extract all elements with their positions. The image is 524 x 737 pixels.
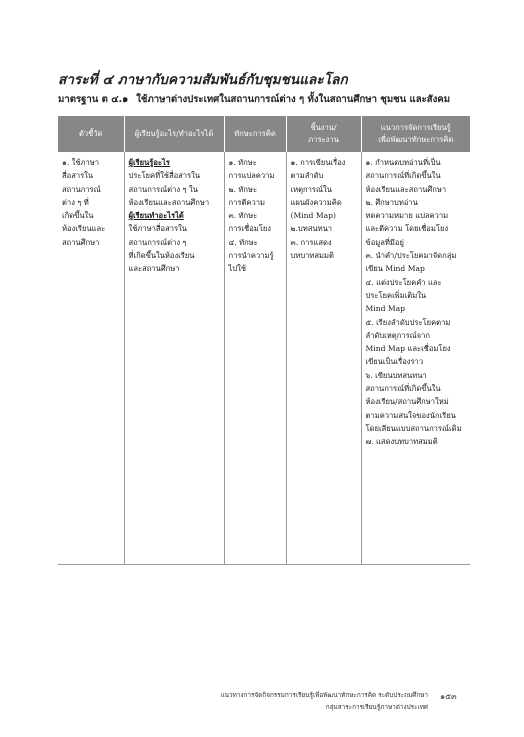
strand-heading: สาระที่ ๔ ภาษากับความสัมพันธ์กับชุมชนและโลก	[58, 72, 348, 88]
footer-book-title: แนวทางการจัดกิจกรรมการเรียนรู้เพื่อพัฒนาทักษะการคิด ระดับประถมศึกษา	[220, 691, 428, 699]
page-number: ๑๕๓	[440, 692, 457, 701]
header-task: ชิ้นงาน/ ภาระงาน	[286, 116, 361, 152]
learning-table	[58, 116, 470, 565]
table-header-row	[58, 116, 470, 152]
task-cell: ๑. การเขียนเรื่อง ตามลำดับ เหตุการณ์ใน แผนผังความคิด (Mind Map) ๒.บทสนทนา ๓. การแสดง บทบาทสมมติ	[286, 152, 361, 565]
header-approach: แนวการจัดการเรียนรู้ เพื่อพัฒนาทักษะการคิด	[361, 116, 470, 152]
header-learner: ผู้เรียนรู้อะไร/ทำอะไรได้	[124, 116, 224, 152]
skills-cell: ๑. ทักษะ การแปลความ ๒. ทักษะ การตีความ ๓. ทักษะ การเชื่อมโยง ๔. ทักษะ การนำความรู้ ไปใช้	[224, 152, 286, 565]
header-indicator: ตัวชี้วัด	[58, 116, 124, 152]
standard-text: ใช้ภาษาต่างประเทศในสถานการณ์ต่าง ๆ ทั้งในสถานศึกษา ชุมชน และสังคม	[136, 94, 451, 105]
indicator-cell: ๑. ใช้ภาษา สื่อสารใน สถานการณ์ ต่าง ๆ ที่ เกิดขึ้นใน ห้องเรียนและ สถานศึกษา	[58, 152, 124, 565]
learner-cell: ผู้เรียนรู้อะไร ประโยคที่ใช้สื่อสารใน สถานการณ์ต่าง ๆ ใน ห้องเรียนและสถานศึกษา ผู้เรียนทำอะไรได้ ใช้ภาษาสื่อสารใน สถานการณ์ต่าง ๆ ที่เกิดขึ้นในห้องเรียน และสถานศึกษา	[124, 152, 224, 565]
table-row	[58, 152, 470, 565]
footer-subject: กลุ่มสาระการเรียนรู้ภาษาต่างประเทศ	[325, 703, 428, 711]
approach-cell: ๑. กำหนดบทอ่านที่เป็น สถานการณ์ที่เกิดขึ้นใน ห้องเรียนและสถานศึกษา ๒. ศึกษาบทอ่าน ทดความหมาย แปลความ และตีความ โดยเชื่อมโยง ข้อมูลที่มีอยู่ ๓. นำคำ/ประโยคมาจัดกลุ่ม เขียน Mind Map ๔. แต่งประโยคคำ และ ประโยคเพิ่มเติมใน Mind Map ๕. เรียงลำดับประโยคตาม ลำดับเหตุการณ์จาก Mind Map และเชื่อมโยง เขียนเป็นเรื่องราว ๖. เขียนบทสนทนา สถานการณ์ที่เกิดขึ้นใน ห้องเรียน/สถานศึกษาใหม่ ตามความสนใจของนักเรียน โดยเลียนแบบสถานการณ์เดิม ๗. แสดงบทบาทสมมติ	[361, 152, 470, 565]
header-skills: ทักษะการคิด	[224, 116, 286, 152]
standard-line	[58, 92, 478, 107]
standard-code: มาตรฐาน ต ๔.๑	[58, 94, 129, 105]
